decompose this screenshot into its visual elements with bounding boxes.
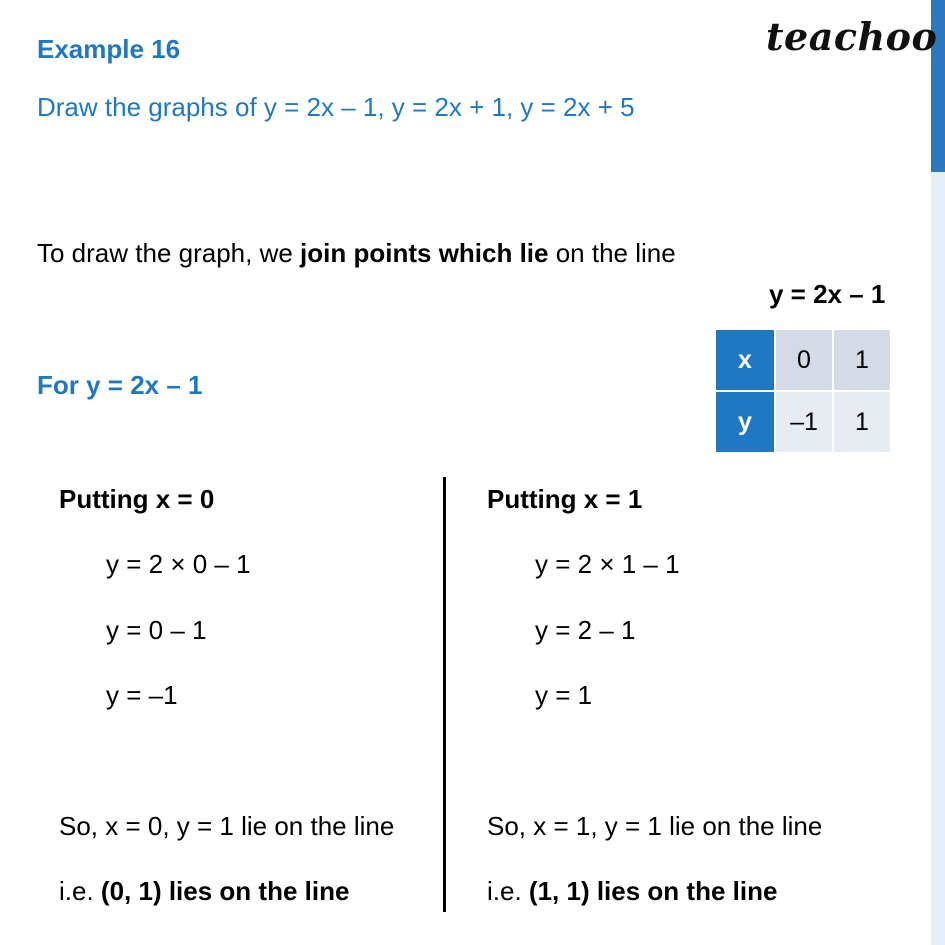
intro-text <box>37 238 676 269</box>
right-step: y = 2 – 1 <box>535 615 636 645</box>
right-result <box>487 876 777 907</box>
table-row-y <box>716 392 890 452</box>
left-result-bold: (0, 1) lies on the line <box>100 876 350 906</box>
table-caption: y = 2x – 1 <box>769 279 886 309</box>
teachoo-logo: teachoo <box>766 14 938 59</box>
intro-prefix: To draw the graph, we <box>37 238 301 268</box>
scrollbar-track-lower[interactable] <box>931 172 945 945</box>
left-result <box>59 876 349 907</box>
left-result-prefix: i.e. <box>59 876 101 906</box>
right-step: y = 1 <box>535 680 593 710</box>
right-step: y = 2 × 1 – 1 <box>535 549 680 579</box>
table-row-x <box>716 330 890 390</box>
table-cell: 1 <box>834 392 890 452</box>
table-cell: 1 <box>834 330 890 390</box>
table-header-x: x <box>716 330 774 390</box>
intro-bold: join points which lie <box>300 238 549 268</box>
table-cell: 0 <box>776 330 832 390</box>
table-header-y: y <box>716 392 774 452</box>
column-divider <box>443 477 446 912</box>
left-step: y = 0 – 1 <box>106 615 207 645</box>
right-result-bold: (1, 1) lies on the line <box>528 876 778 906</box>
right-conclusion: So, x = 1, y = 1 lie on the line <box>487 811 823 841</box>
table-cell: –1 <box>776 392 832 452</box>
left-step: y = 2 × 0 – 1 <box>106 549 251 579</box>
left-heading: Putting x = 0 <box>59 484 215 514</box>
values-table <box>714 328 892 454</box>
right-result-prefix: i.e. <box>487 876 529 906</box>
left-step: y = –1 <box>106 680 178 710</box>
example-title: Example 16 <box>37 34 181 64</box>
right-heading: Putting x = 1 <box>487 484 643 514</box>
intro-suffix: on the line <box>548 238 676 268</box>
question-text: Draw the graphs of y = 2x – 1, y = 2x + 1, y = 2x + 5 <box>37 92 635 122</box>
section-heading: For y = 2x – 1 <box>37 370 203 400</box>
left-conclusion: So, x = 0, y = 1 lie on the line <box>59 811 395 841</box>
